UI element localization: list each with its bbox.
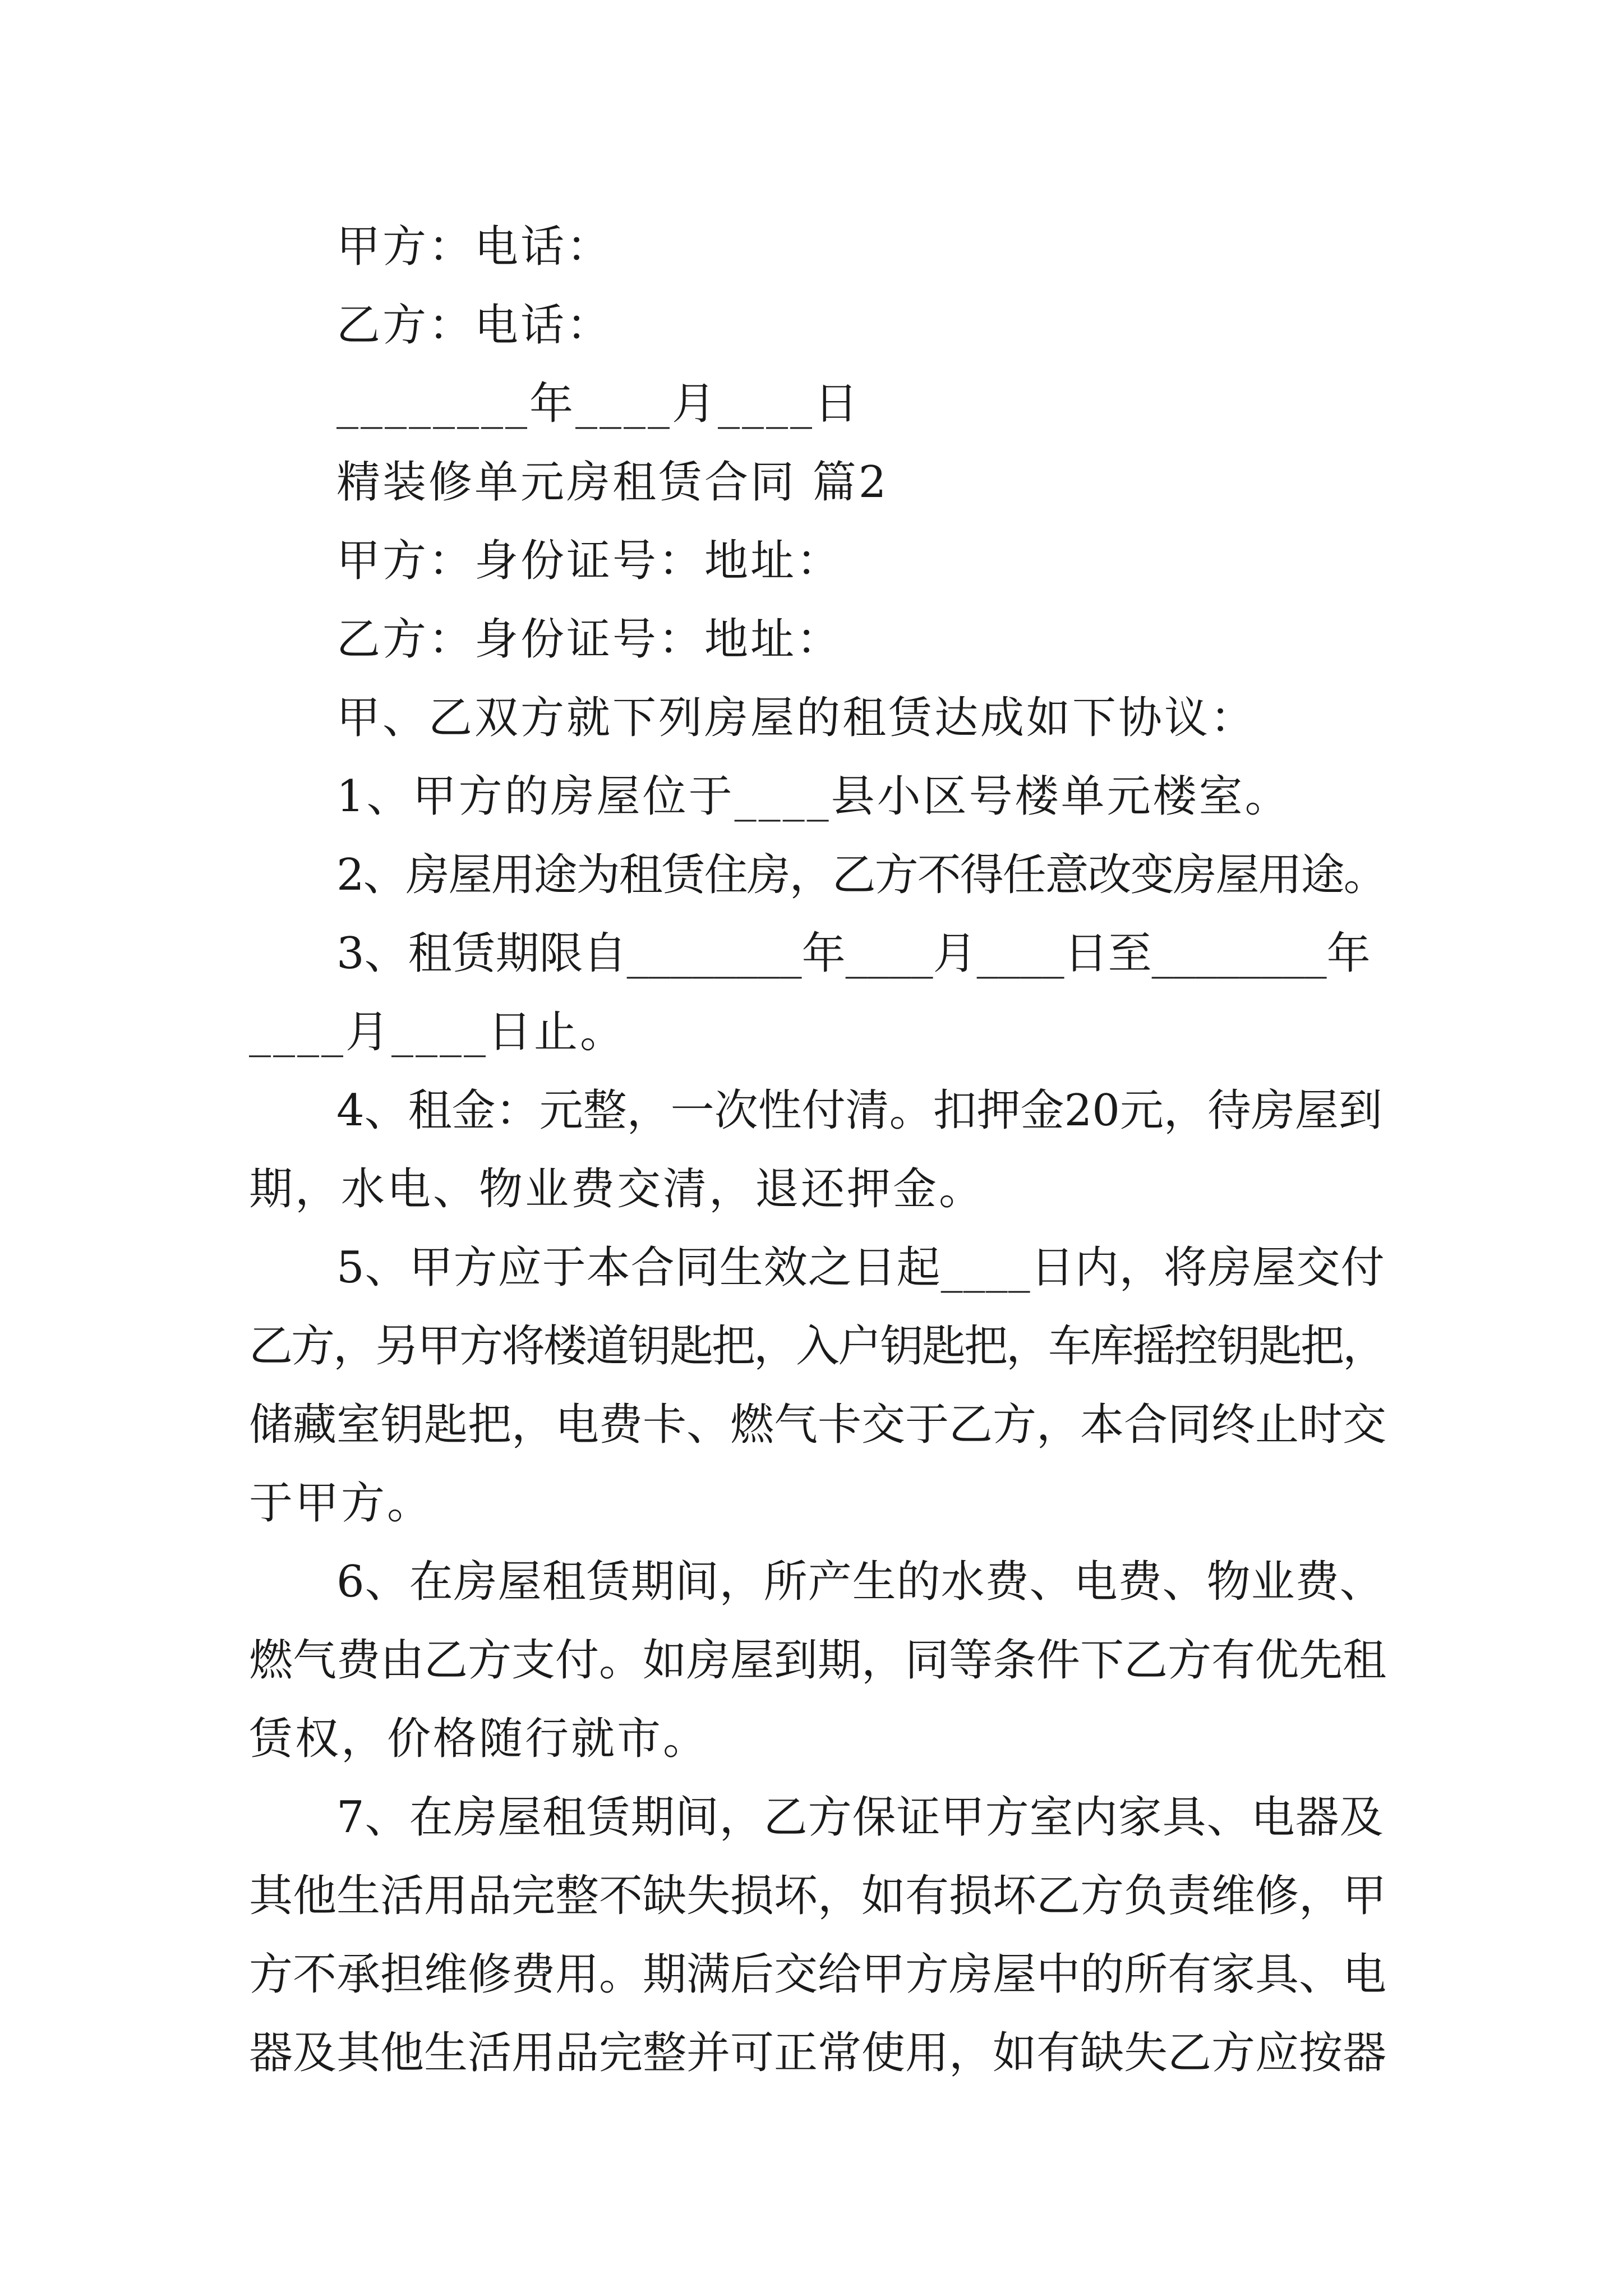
clause-1: 1、甲方的房屋位于____县小区号楼单元楼室。 (336, 771, 1291, 822)
clause-6-line-3: 赁权，价格随行就市。 (249, 1714, 709, 1764)
clause-2: 2、房屋用途为租赁住房，乙方不得任意改变房屋用途。 (336, 850, 1386, 900)
party-a-id-address: 甲方：身份证号：地址： (336, 536, 843, 586)
date-line: ________年____月____日 (336, 379, 861, 429)
clause-4-line-1: 4、租金：元整，一次性付清。扣押金20元，待房屋到 (336, 1085, 1382, 1136)
clause-5-line-1: 5、甲方应于本合同生效之日起____日内，将房屋交付 (336, 1243, 1385, 1293)
clause-6-line-2: 燃气费由乙方支付。如房屋到期，同等条件下乙方有优先租 (249, 1635, 1387, 1686)
clause-3-line-2: ____月____日止。 (249, 1007, 626, 1057)
clause-7-line-4: 器及其他生活用品完整并可正常使用，如有缺失乙方应按器 (249, 2028, 1387, 2078)
party-b-id-address: 乙方：身份证号：地址： (336, 614, 843, 665)
contract-text (249, 208, 1387, 2092)
clause-5-line-2: 乙方，另甲方将楼道钥匙把，入户钥匙把，车库摇控钥匙把， (249, 1321, 1385, 1372)
clause-7-line-3: 方不承担维修费用。期满后交给甲方房屋中的所有家具、电 (249, 1949, 1387, 2000)
clause-3-line-1: 3、租赁期限自________年____月____日至________年 (336, 928, 1371, 979)
clause-7-line-1: 7、在房屋租赁期间，乙方保证甲方室内家具、电器及 (336, 1792, 1384, 1843)
clause-5-line-3: 储藏室钥匙把，电费卡、燃气卡交于乙方，本合同终止时交 (249, 1400, 1387, 1450)
agreement-intro: 甲、乙双方就下列房屋的租赁达成如下协议： (336, 693, 1257, 743)
clause-5-line-4: 于甲方。 (249, 1478, 434, 1529)
clause-4-line-2: 期，水电、物业费交清，退还押金。 (249, 1164, 985, 1214)
clause-6-line-1: 6、在房屋租赁期间，所产生的水费、电费、物业费、 (336, 1557, 1384, 1607)
party-b-phone: 乙方：电话： (336, 300, 613, 351)
party-a-phone: 甲方：电话： (336, 222, 613, 272)
clause-7-line-2: 其他生活用品完整不缺失损坏，如有损坏乙方负责维修，甲 (249, 1871, 1387, 1921)
section-title: 精装修单元房租赁合同 篇2 (336, 457, 889, 508)
